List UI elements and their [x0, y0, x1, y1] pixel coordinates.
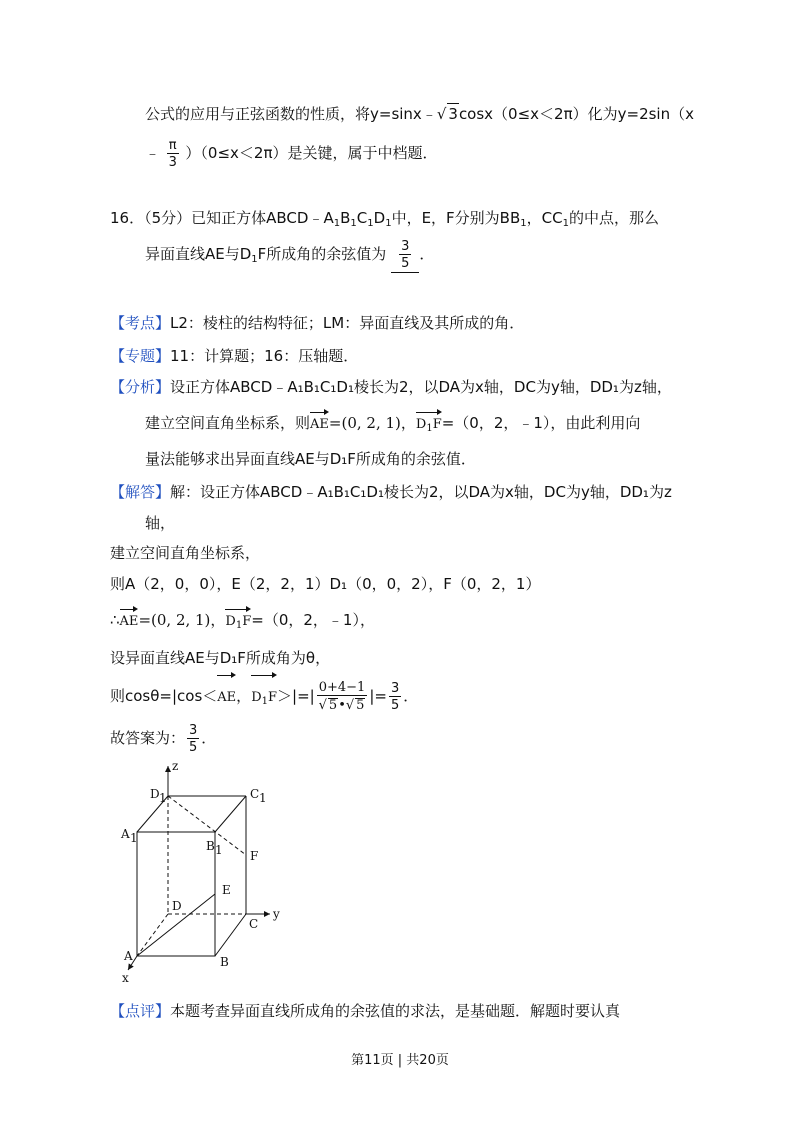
prev-line-1: 公式的应用与正弦函数的性质，将y=sinx﹣√ 3cosx（0≤x＜2π）化为y=2sin（x: [145, 105, 694, 123]
svg-text:1: 1: [159, 791, 167, 805]
jieda-tag: 【解答】: [110, 483, 171, 501]
svg-text:C: C: [250, 787, 260, 801]
svg-text:1: 1: [259, 791, 267, 805]
svg-text:A: A: [124, 949, 133, 963]
question-16-line-2: 异面直线AE与$D_1F$所成角的余弦值为 $\frac{3}{5}$ ．: [145, 236, 434, 273]
svg-text:C: C: [249, 917, 259, 931]
fenxi-line-2: 建立空间直角坐标系，则AE=(0, 2, 1)，$D_1F=(0$，2，﹣1），由此利用向: [145, 410, 640, 435]
fenxi-line-1: 【分析】设正方体ABCD﹣A₁B₁C₁D₁棱长为2，以DA为x轴，DC为y轴，DD₁为z轴，: [110, 378, 672, 396]
jieda-line-6: 设异面直线AE与D₁F所成角为θ，: [110, 649, 331, 667]
page-footer: 第11页 | 共20页: [351, 1053, 449, 1068]
vector-d1f-2: $D_1F$: [225, 607, 251, 632]
vector-ae: AE: [310, 410, 329, 435]
svg-text:F: F: [250, 849, 259, 863]
fenxi-tag: 【分析】: [110, 378, 171, 396]
vector-ae-2: AE: [120, 607, 139, 632]
svg-text:A: A: [121, 827, 130, 841]
answer-blank: $\frac{3}{5}$: [391, 236, 419, 273]
cube-figure: [110, 760, 310, 992]
dianping-section: 【点评】本题考查异面直线所成角的余弦值的求法，是基础题．解题时要认真: [110, 1002, 621, 1020]
jieda-line-3: 建立空间直角坐标系，: [110, 544, 261, 562]
jieda-line-5: ∴AE=(0, 2, 1)，$D_1F=(0$，2，﹣1），: [110, 607, 375, 632]
vector-d1f: $D_1F$: [416, 410, 442, 435]
svg-text:1: 1: [130, 831, 138, 845]
question-16-line-1: 16．（5分）已知正方体$ABCD﹣A_1B_1C_1D_1$中，E，F分别为$BB_1$，$CC_1$的中点，那么: [110, 209, 659, 229]
kaodian-section: 【考点】L2：棱柱的结构特征；LM：异面直线及其所成的角．: [110, 314, 525, 332]
svg-text:E: E: [222, 883, 231, 897]
kaodian-tag: 【考点】: [110, 314, 171, 332]
jieda-line-1: 【解答】解：设正方体ABCD﹣A₁B₁C₁D₁棱长为2，以DA为x轴，DC为y轴，DD₁为z: [110, 483, 672, 501]
cos-fraction: $\frac{0+4-1}{√ 5•√ 5}$: [318, 680, 366, 713]
zhuanti-section: 【专题】11：计算题；16：压轴题．: [110, 347, 359, 365]
jieda-line-7: 则cosθ=|cos＜AE，$D_1F>|=|$ $\frac{0+4-1}{√ 5•√ 5}$ |= $\frac{3}{5}$ ．: [110, 673, 418, 718]
dianping-tag: 【点评】: [110, 1002, 171, 1020]
prev-line-2: ﹣ $\frac{\pi}{3}$ ）（0≤x＜2π）是关键，属于中档题．: [145, 137, 438, 170]
svg-text:B: B: [206, 839, 215, 853]
svg-text:D: D: [172, 899, 182, 913]
x-axis-label: x: [122, 971, 129, 985]
zhuanti-tag: 【专题】: [110, 347, 171, 365]
z-axis-label: z: [172, 760, 179, 773]
jieda-line-2: 轴，: [145, 514, 176, 532]
svg-text:B: B: [220, 955, 229, 969]
svg-text:D: D: [150, 787, 160, 801]
jieda-line-8: 故答案为： $\frac{3}{5}$ ．: [110, 722, 217, 755]
pi-over-3-fraction: $\frac{\pi}{3}$: [168, 137, 177, 170]
svg-text:1: 1: [215, 843, 223, 857]
fenxi-line-3: 量法能够求出异面直线AE与D₁F所成角的余弦值．: [145, 450, 476, 468]
y-axis-label: y: [273, 907, 280, 921]
jieda-line-4: 则A（2，0，0），E（2，2，1）D₁（0，0，2），F（0，2，1）: [110, 575, 541, 593]
